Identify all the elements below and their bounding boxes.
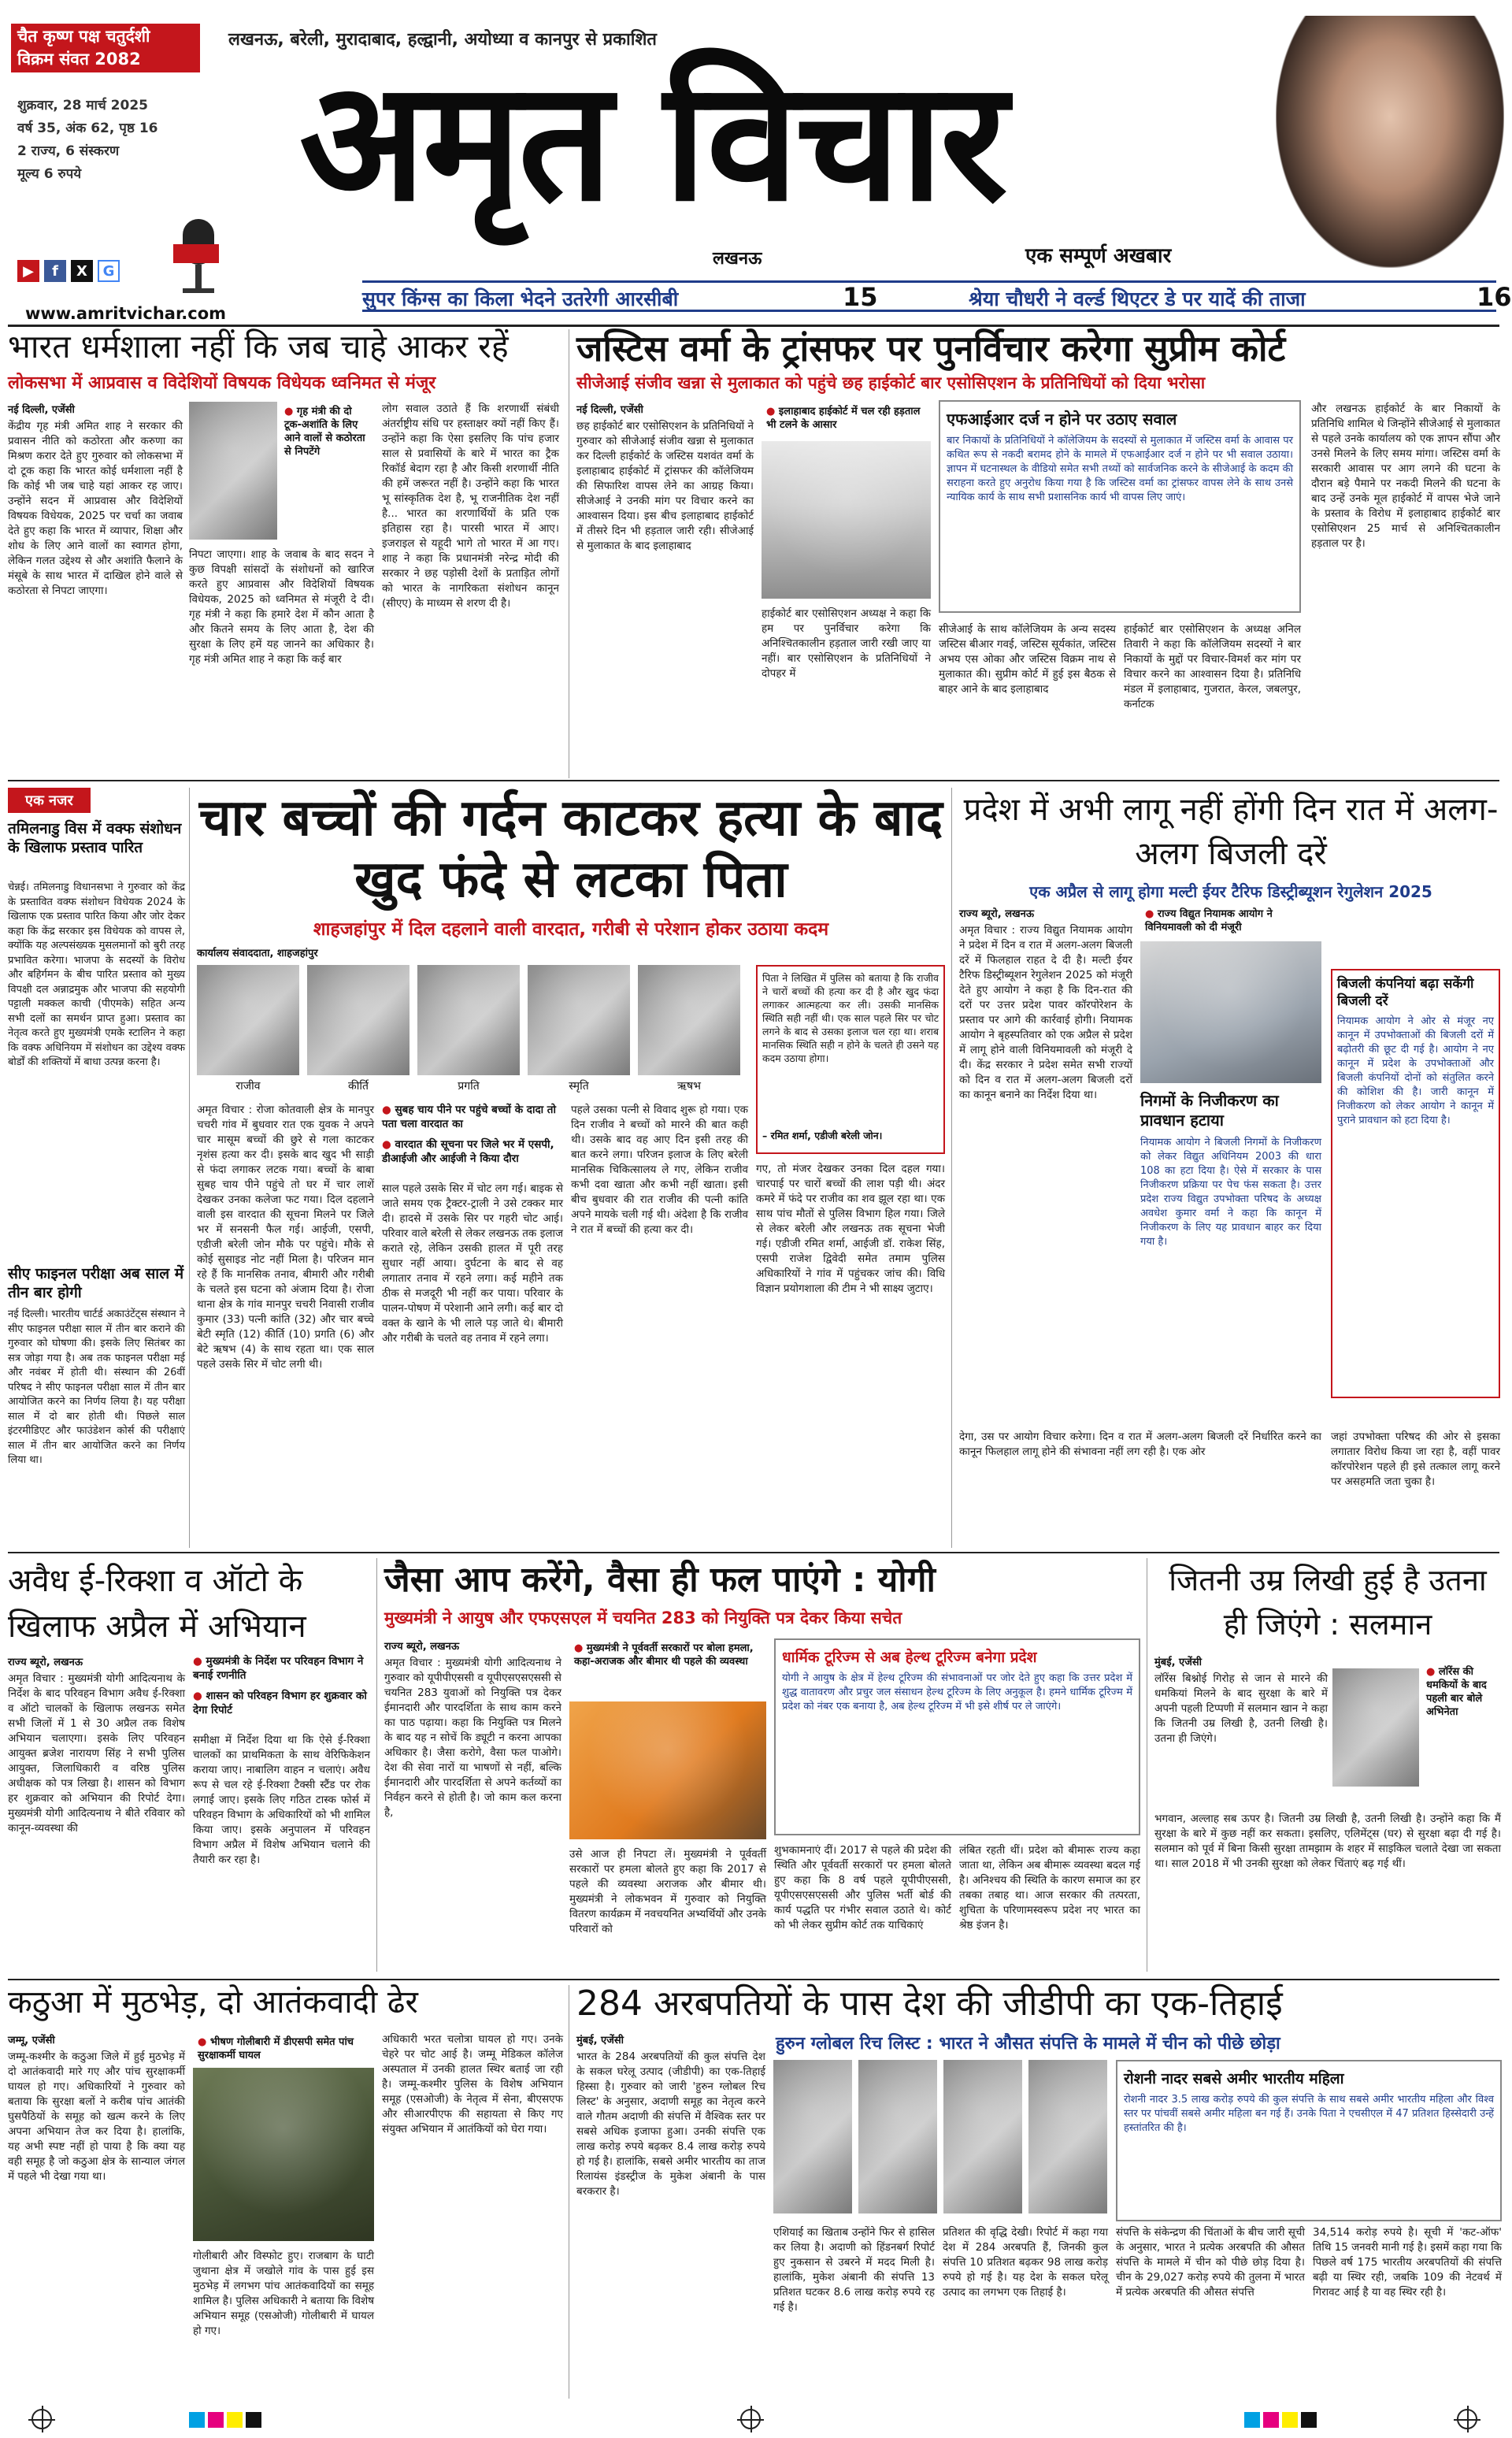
publishing-cities: लखनऊ, बरेली, मुरादाबाद, हल्द्वानी, अयोध्या व कानपुर से प्रकाशित (228, 30, 657, 50)
story5-col2: समीक्षा में निर्देश दिया था कि ऐसे ई-रिक्शा चालकों का प्राथमिकता के साथ वेरिफिकेशन कराया जाए। नाबालिग वाहन न चलाएं। अवैध रूप से चल रहे ई-रिक्शा टैक्सी स्टैंड पर रोक लगाई जाए। इसके लिए गठित टास्क फोर्स में परिवहन विभाग के अधिकारियों को भी शामिल किया जाए। इसके अनुपालन में परिवहन विभाग अप्रैल में विशेष अभियान चलाने की तैयारी कर रहा है। (193, 1734, 370, 1866)
story3-note-text: पिता ने लिखित में पुलिस को बताया है कि राजीव ने चारों बच्चों की हत्या कर दी है और खुद फंदा लगाकर आत्महत्या कर ली। उसकी मानसिक स्थिति सही नहीं थी। एक साल पहले सिर पर चोट लगने के बाद से उसका इलाज चल रहा था। शराब मानसिक स्थिति सही न होने के चलते ही उसने यह कदम उठाया होगा। (762, 972, 939, 1064)
ek-nazar-t2: नई दिल्ली। भारतीय चार्टर्ड अकाउंटेंट्स संस्थान ने सीए फाइनल परीक्षा साल में तीन बार कराने की गुरुवार को घोषणा की। इसके लिए सितंबर का सत्र जोड़ा गया है। अब तक फाइनल परीक्षा मई और नवंबर में होती थी। संस्थान की 26वीं परिषद ने सीए फाइनल परीक्षा साल में तीन बार आयोजित करने का निर्णय लिया है। यह परीक्षा साल में दो बार होती थी। पिछले साल इंटरमीडिएट और फाउंडेशन कोर्स की परीक्षाएं साल में तीन बार आयोजित करने का निर्णय लिया था। (8, 1308, 185, 1466)
story1-dateline: नई दिल्ली, एजेंसी (8, 404, 75, 416)
story4-dateline: राज्य ब्यूरो, लखनऊ (959, 908, 1035, 920)
encounter-photo (193, 2068, 374, 2241)
registration-mark (32, 2409, 52, 2429)
story9-box-text: रोशनी नादर 3.5 लाख करोड़ रुपये की कुल संपत्ति के साथ सबसे अमीर भारतीय महिला और विश्व स्तर पर पांचवीं सबसे अमीर महिला बन गई हैं। उनके पिता ने एचसीएल में 47 प्रतिशत हिस्सेदारी उन्हें हस्तांतरित की है। (1124, 2094, 1494, 2134)
yogi-photo (569, 1701, 766, 1839)
story2-headline[interactable]: जस्टिस वर्मा के ट्रांसफर पर पुनर्विचार करेगा सुप्रीम कोर्ट (576, 328, 1286, 369)
story3-bullet2: ● वारदात की सूचना पर जिले भर में एसपी, डीआईजी और आईजी ने किया दौरा (382, 1138, 554, 1165)
ek-nazar-h1[interactable]: तमिलनाडु विस में वक्फ संशोधन के खिलाफ प्रस्ताव पारित (8, 820, 182, 856)
story3-subhead: शाहजहांपुर में दिल दहलाने वाली वारदात, गरीबी से परेशान होकर उठाया कदम (313, 919, 829, 940)
story7-col1: लॉरेंस बिश्नोई गिरोह से जान से मारने की धमकियां मिलने के बाद सुरक्षा के बारे में अपनी पहली टिप्पणी में सलमान खान ने कहा कि जितनी उम्र लिखी है, उतनी लिखी है। उतना ही जिएंगे। (1154, 1672, 1328, 1745)
story8-col3: अधिकारी भरत चलोत्रा घायल हो गए। उनके चेहरे पर चोट आई है। जम्मू मेडिकल कॉलेज अस्पताल में उनकी हालत स्थिर बताई जा रही है। जम्मू-कश्मीर पुलिस के विशेष अभियान समूह (एसओजी) के नेतृत्व में सेना, बीएसएफ और सीआरपीएफ की सहायता से किए गए संयुक्त अभियान में आतंकियों को घेरा गया। (382, 2033, 563, 2136)
story6-box (774, 1638, 1140, 1835)
story1-col3: लोग सवाल उठाते हैं कि शरणार्थी संबंधी अंतर्राष्ट्रीय संधि पर हस्ताक्षर क्यों नहीं किए हैं। उन्होंने कहा कि ऐसा इसलिए कि पांच हजार साल से प्रवासियों के बारे में भारत का ट्रैक रिकॉर्ड बेदाग रहा है और किसी शरणार्थी नीति की हमें जरूरत नहीं है। उन्होंने कहा कि भारत भू सांस्कृतिक देश है, भू राजनीतिक देश नहीं है... भारत का शरणार्थियों के प्रति एक इतिहास रहा है। पारसी भारत में आए। इजराइल से यहूदी भागे तो भारत में आ गए। शाह ने कहा कि प्रधानमंत्री नरेन्द्र मोदी की सरकार ने छह पड़ोसी देशों के प्रताड़ित लोगों को भारत के नागरिकता संशोधन कानून (सीएए) के माध्यम से शरण दी है। (382, 403, 559, 610)
photo-label: कीर्ति (348, 1080, 369, 1093)
story5-bullet2: ● शासन को परिवहन विभाग हर शुक्रवार को देगा रिपोर्ट (193, 1690, 367, 1716)
billionaire-photo (773, 2060, 852, 2213)
ek-nazar-tag: एक नजर (8, 788, 185, 813)
story1-col2: निपटा जाएगा। शाह के जवाब के बाद सदन ने कुछ विपक्षी सांसदों के संशोधनों को खारिज करते हुए आप्रवास और विदेशियों विषयक विधेयक, 2025 को ध्वनिमत से मंजूरी दे दी। गृह मंत्री ने कहा कि हमारे देश में कौन आता है और कितने समय के लिए आता है, देश की सुरक्षा के लिए हमें यह जानने का अधिकार है। गृह मंत्री अमित शाह ने कहा कि कई बार (189, 548, 374, 666)
supreme-court-photo (762, 441, 931, 599)
social-row (17, 260, 120, 282)
divider (951, 788, 952, 1548)
story4-side-text: नियामक आयोग ने ओर से मंजूर नए कानून में उपभोक्ताओं की बिजली दरों में बढ़ोतरी की छूट दी गई है। आयोग ने नए कानून में प्रदेश के उपभोक्ताओं और बिजली कंपनियों दोनों को संतुलित करने की कोशिश की है। जारी कानून में निजीकरण को लेकर आयोग ने कानून में पुराने प्रावधान को हटा दिया है। (1337, 1015, 1494, 1126)
story2-sidebox-title: एफआईआर दर्ज न होने पर उठाए सवाल (947, 410, 1177, 429)
story3-col4: गए, तो मंजर देखकर उनका दिल दहल गया। चारपाई पर चारों बच्चों की लाश पड़ी थी। अंदर कमरे में फंदे पर राजीव का शव झूल रहा था। एक साथ पांच मौतों से पुलिस विभाग हिल गया। जिले से लेकर बरेली और लखनऊ तक सूचना भेजी गई। एडीजी रमित शर्मा, आईजी डॉ. राकेश सिंह, एसपी राजेश द्विवेदी समेत तमाम पुलिस अधिकारियों ने गांव में पहुंचकर जांच की। विधि विज्ञान प्रयोगशाला की टीम ने भी साक्ष्य जुटाए। (756, 1163, 945, 1295)
story6-subhead: मुख्यमंत्री ने आयुष और एफएसएल में चयनित 283 को नियुक्ति पत्र देकर किया सचेत (384, 1609, 902, 1627)
victim-photo (417, 965, 520, 1075)
victim-photo (197, 965, 299, 1075)
story9-subhead: हुरुन ग्लोबल रिच लिस्ट : भारत ने औसत संपत्ति के मामले में चीन को पीछे छोड़ा (776, 2034, 1280, 2054)
editions-count: 2 राज्य, 6 संस्करण (17, 143, 120, 159)
photo-label: राजीव (235, 1080, 261, 1093)
story4-headline[interactable]: प्रदेश में अभी लागू नहीं होंगी दिन रात में अलग-अलग बिजली दरें (963, 792, 1499, 872)
tithi-line2: विक्रम संवत 2082 (17, 50, 141, 69)
billionaire-photos (773, 2060, 1108, 2217)
story4-col3: जहां उपभोक्ता परिषद की ओर से इसका लगातार विरोध किया जा रहा है, वहीं पावर कॉरपोरेशन पहले ही इसे तत्काल लागू करने पर असहमति जता चुका है। (1331, 1431, 1500, 1488)
story9-headline[interactable]: 284 अरबपतियों के पास देश की जीडीपी का एक-तिहाई (576, 1983, 1283, 2024)
story4-box-text: नियामक आयोग ने बिजली निगमों के निजीकरण को लेकर विद्युत अधिनियम 2003 की धारा 108 का हटा दिया है। ऐसे में सरकार के पास निजीकरण प्रक्रिया पर पेच फंस सकता है। उत्तर प्रदेश राज्य विद्युत उपभोक्ता परिषद के अध्यक्ष अवधेश कुमार वर्मा ने कहा कि कानून में निजीकरण के लिए यह प्रावधान बाहर कर दिया गया है। (1140, 1137, 1321, 1248)
story3-col1: अमृत विचार : रोजा कोतवाली क्षेत्र के मानपुर चचरी गांव में बुधवार रात एक युवक ने अपने चार मासूम बच्चों की छुरे से गला काटकर नृशंस हत्या कर दी। इसके बाद खुद भी साड़ी से फंदा लगाकर लटक गया। बच्चों के बाबा सुबह चाय पीने पहुंचे तो घर में चार लाशें देखकर उनका कलेजा फट गया। दिल दहलाने वाली इस वारदात की सूचना मिलने पर जिले भर में सनसनी फैल गई। आईजी, एसपी, एडीजी बरेली जोन मौके पर पहुंचे। मौके से कोई सुसाइड नोट नहीं मिला है। परिजन मान रहे हैं कि मानसिक तनाव, बीमारी और गरीबी के चलते इस घटना को अंजाम दिया है। रोजा थाना क्षेत्र के गांव मानपुर चचरी निवासी राजीव कुमार (33) पत्नी कांति (32) और चार बच्चे बेटी स्मृति (12) कीर्ति (10) प्रगति (6) और बेटे ऋषभ (4) के साथ रहता था। एक साल पहले उसके सिर में चोट लगी थी। (197, 1104, 374, 1371)
story7-headline[interactable]: जितनी उम्र लिखी हुई है उतना ही जिएंगे : सलमान (1169, 1563, 1487, 1642)
google-icon[interactable]: G (98, 260, 120, 282)
tagline: एक सम्पूर्ण अखबार (1025, 244, 1172, 268)
victim-photo (638, 965, 740, 1075)
story8-headline[interactable]: कठुआ में मुठभेड़, दो आतंकवादी ढेर (8, 1984, 418, 2021)
story4-sidebox (1331, 969, 1500, 1398)
tithi-box (11, 24, 200, 72)
story2-col1: छह हाईकोर्ट बार एसोसिएशन के प्रतिनिधियों ने गुरुवार को सीजेआई संजीव खन्ना से मुलाकात कर दिल्ली हाईकोर्ट के जस्टिस यशवंत वर्मा के इलाहाबाद हाईकोर्ट में ट्रांसफर की कॉलेजियम की सिफारिश वापस लेने का आग्रह किया। सीजेआई ने उनकी मांग पर विचार करने का आश्वासन दिया। इस बीच इलाहाबाद हाईकोर्ट में तीसरे दिन भी हड़ताल जारी रही। सीजेआई से मुलाकात के बाद इलाहाबाद (576, 420, 754, 552)
story5-bullets (193, 1654, 370, 1717)
facebook-icon[interactable]: ▶ (17, 260, 39, 282)
ek-nazar-t1: चेन्नई। तमिलनाडु विधानसभा ने गुरुवार को केंद्र के प्रस्तावित वक्फ संशोधन विधेयक 2024 के खिलाफ एक प्रस्ताव पारित किया और जोर देकर कहा कि केंद्र सरकार इस विधेयक को वापस ले, क्योंकि यह अल्पसंख्यक मुसलमानों को बुरी तरह प्रभावित करेगा। भाजपा के सदस्यों के विरोध और बहिर्गमन के बीच पारित प्रस्ताव को मुख्य विपक्षी दल अन्नाद्रमुक और भाजपा की सहयोगी पट्टाली मक्कल काची (पीएमके) सहित अन्य सभी दलों का समर्थन प्राप्त हुआ। प्रस्ताव का नेतृत्व करते हुए मुख्यमंत्री एमके स्टालिन ने कहा कि वक्फ अधिनियम में संशोधन का उद्देश्य वक्फ बोर्डों की शक्तियों में बाधा उत्पन्न करना है। (8, 881, 185, 1068)
x-icon[interactable]: X (71, 260, 93, 282)
billionaire-photo (858, 2060, 937, 2213)
billionaire-photo (1028, 2060, 1107, 2213)
story1-caption: ● गृह मंत्री की दो टूक-अशांति के लिए आने वालों से कठोरता से निपटेंगे (280, 402, 374, 462)
story3-note (756, 965, 945, 1154)
story6-headline[interactable]: जैसा आप करेंगे, वैसा ही फल पाएंगे : योगी (384, 1560, 936, 1600)
color-bar (189, 2412, 261, 2428)
story6-caption: ● मुख्यमंत्री ने पूर्ववर्ती सरकारों पर बोला हमला, कहा-अराजक और बीमार थी पहले की व्यवस्था (569, 1638, 766, 1672)
story2-subhead: सीजेआई संजीव खन्ना से मुलाकात को पहुंचे छह हाईकोर्ट बार एसोसिएशन के प्रतिनिधियों को दिया भरोसा (576, 373, 1206, 392)
tease-2[interactable]: श्रेया चौधरी ने वर्ल्ड थिएटर डे पर यादें की ताजा (969, 288, 1306, 310)
story2-col4: हाईकोर्ट बार एसोसिएशन के अध्यक्ष अनिल तिवारी ने कहा कि कॉलेजियम सदस्यों ने बार निकायों के मुद्दों पर विचार-विमर्श कर मांग पर विचार करने का आश्वासन दिया है। प्रतिनिधि मंडल में इलाहाबाद, गुजरात, केरल, जबलपुर, कर्नाटक (1124, 623, 1301, 711)
story4-caption: ● राज्य विद्युत नियामक आयोग ने विनियमावली को दी मंजूरी (1140, 904, 1321, 937)
story4-side-heading[interactable]: बिजली कंपनियां बढ़ा सकेंगी बिजली दरें (1337, 976, 1474, 1009)
story8-col2: गोलीबारी और विस्फोट हुए। राजबाग के घाटी जुथाना क्षेत्र में जखोले गांव के पास हुई इस मुठभेड़ में लगभग पांच आतंकवादियों का समूह शामिल है। पुलिस अधिकारी ने बताया कि विशेष अभियान समूह (एसओजी) गोलीबारी में घायल हो गए। (193, 2250, 374, 2337)
section-rule (8, 1552, 1499, 1553)
story9-col2: एशियाई का खिताब उन्होंने फिर से हासिल कर लिया है। अदाणी को हिंडनबर्ग रिपोर्ट हुए नुकसान से उबरने में मदद मिली है। हालांकि, मुकेश अंबानी की संपत्ति 13 प्रतिशत घटकर 8.6 लाख करोड़ रुपये रह गई है। (773, 2226, 935, 2314)
story6-col2: उसे आज ही निपटा लें। मुख्यमंत्री ने पूर्ववर्ती सरकारों पर हमला बोलते हुए कहा कि 2017 से पहले की व्यवस्था अराजक और बीमार थी। मुख्यमंत्री ने लोकभवन में गुरुवार को नियुक्ति वितरण कार्यक्रम में नवचयनित अभ्यर्थियों और उनके परिवारों को (569, 1848, 766, 1935)
story1-headline[interactable]: भारत धर्मशाला नहीं कि जब चाहे आकर रहें (8, 328, 509, 366)
story7-col2: भगवान, अल्लाह सब ऊपर है। जितनी उम्र लिखी है, उतनी लिखी है। उन्होंने कहा कि मैं सुरक्षा के बारे में कुछ नहीं कर सकता। इसलिए, एलिमेंट्स (घर) से सुरक्षा बढ़ा दी गई है। सलमान को पूर्व में बिना किसी सुरक्षा तामझाम के शहर में साइकिल चलाते देखा जा सकता था। साल 2018 में भी उनकी सुरक्षा को लेकर चिंताएं बढ़ गई थीं। (1154, 1813, 1501, 1870)
story3-col3: पहले उसका पत्नी से विवाद शुरू हो गया। एक दिन राजीव ने बच्चों को मारने की बात कही थी। उसके बाद वह आए दिन इसी तरह की बात करने लगा। परिजन इलाज के लिए बरेली मानसिक चिकित्सालय ले गए, लेकिन राजीव कभी दवा खाता और कभी नहीं खाता। इसी बीच बुधवार की रात राजीव की पत्नी कांति अपने मायके चली गई थी। अंदेशा है कि राजीव ने रात में बच्चों की हत्या कर दी। (571, 1104, 748, 1236)
story3-bullets (382, 1103, 563, 1166)
newspaper-title: अमृत विचार (299, 45, 1005, 238)
story2-dateline: नई दिल्ली, एजेंसी (576, 404, 643, 416)
story9-box-heading[interactable]: रोशनी नादर सबसे अमीर भारतीय महिला (1124, 2070, 1344, 2087)
divider (376, 1558, 377, 1972)
tease-strip (228, 277, 1512, 315)
story8-caption: ● भीषण गोलीबारी में डीएसपी समेत पांच सुरक्षाकर्मी घायल (193, 2032, 374, 2065)
story3-note-credit: – रमित शर्मा, एडीजी बरेली जोन। (762, 1130, 883, 1141)
section-rule (8, 1979, 1499, 1980)
story8-dateline: जम्मू, एजेंसी (8, 2035, 55, 2047)
story9-box (1116, 2060, 1502, 2221)
story6-col3: शुभकामनाएं दीं। 2017 से पहले की प्रदेश की स्थिति और पूर्ववर्ती सरकारों पर हमला बोलते हुए कहा कि 8 वर्ष पहले यूपीपीएससी, यूपीएसएसएससी और पुलिस भर्ती बोर्ड की कार्य पद्धति पर गंभीर सवाल उठाते थे। कोर्ट को भी लेकर सुप्रीम कोर्ट तक याचिकाएं (774, 1844, 951, 1931)
story6-col4: लंबित रहती थीं। प्रदेश को बीमारू राज्य कहा जाता था, लेकिन अब बीमारू व्यवस्था बदल गई है। अनिश्चय की स्थिति के कारण समाज का हर तबका तबाह था। आज सरकार की तत्परता, शुचिता के परिणामस्वरूप प्रदेश नए भारत का श्रेष्ठ इंजन है। (959, 1844, 1140, 1931)
electricity-meter-photo (1140, 941, 1321, 1083)
story4-subhead: एक अप्रैल से लागू होगा मल्टी ईयर टैरिफ डिस्ट्रीब्यूशन रेगुलेशन 2025 (1029, 882, 1432, 901)
ek-nazar-h2[interactable]: सीए फाइनल परीक्षा अब साल में तीन बार होगी (8, 1265, 184, 1301)
story9-col1: भारत के 284 अरबपतियों की कुल संपत्ति देश के सकल घरेलू उत्पाद (जीडीपी) का एक-तिहाई हिस्सा है। गुरुवार को जारी 'हुरुन ग्लोबल रिच लिस्ट' के अनुसार, अदाणी समूह का नेतृत्व करने वाले गौतम अदाणी की संपत्ति में वैश्विक स्तर पर सबसे अधिक इजाफा हुआ। उनकी संपत्ति एक लाख करोड़ रुपये बढ़कर 8.4 लाख करोड़ रुपये हो गई है। हालांकि, सबसे अमीर भारतीय का ताज रिलायंस इंडस्ट्रीज के मुकेश अंबानी के पास बरकरार है। (576, 2050, 765, 2198)
story2-col3: सीजेआई के साथ कॉलेजियम के अन्य सदस्य जस्टिस बीआर गवई, जस्टिस सूर्यकांत, जस्टिस अभय एस ओका और जस्टिस विक्रम नाथ से मुलाकात की। सुप्रीम कोर्ट में हुई इस बैठक से बाहर आने के बाद इलाहाबाद (939, 623, 1116, 696)
story2-col5: और लखनऊ हाईकोर्ट के बार निकायों के प्रतिनिधि शामिल थे जिन्होंने सीजेआई से मुलाकात से पहले उनके कार्यालय को एक ज्ञापन सौंपा और उनसे मिलने के लिए समय मांगा। जस्टिस वर्मा के सरकारी आवास पर आग लगने की घटना के दौरान बड़े पैमाने पर नकदी मिलने की घटना के बाद उन्हें उनके मूल हाईकोर्ट में वापस भेजे जाने के प्रस्ताव के विरोध में इलाहाबाद हाईकोर्ट बार एसोसिएशन 25 मार्च से अनिश्चितकालीन हड़ताल पर है। (1311, 403, 1500, 550)
masthead-rule (8, 325, 1499, 327)
story1-subhead: लोकसभा में आप्रवास व विदेशियों विषयक विधेयक ध्वनिमत से मंजूर (8, 373, 436, 393)
amit-shah-photo (189, 402, 277, 540)
story5-dateline: राज्य ब्यूरो, लखनऊ (8, 1657, 83, 1668)
story7-caption: ● लॉरेंस की धमकियों के बाद पहली बार बोले अभिनेता (1421, 1662, 1502, 1722)
microphone-icon (165, 213, 228, 299)
photo-label: ऋषभ (677, 1080, 701, 1093)
issue-number: वर्ष 35, अंक 62, पृष्ठ 16 (17, 121, 158, 136)
price: मूल्य 6 रुपये (17, 166, 82, 182)
story3-col2: साल पहले उसके सिर में चोट लग गई। बाइक से जाते समय एक ट्रैक्टर-ट्राली ने उसे टक्कर मार दी। हादसे में उसके सिर पर गहरी चोट आई। परिवार वाले बरेली से लेकर लखनऊ तक इलाज कराते रहे, लेकिन उसकी हालत में पूरी तरह सुधार नहीं आया। दुर्घटना के बाद से वह लगातार तनाव में रहने लगा। कई महीने तक ठीक से मजदूरी भी नहीं कर पाया। परिवार के पालन-पोषण में परेशानी आने लगी। कई बार दो वक्त के खाने के भी लाले पड़ जाते थे। बीमारी और गरीबी के चलते वह तनाव में रहने लगा। (382, 1182, 563, 1345)
story4-box-heading[interactable]: निगमों के निजीकरण का प्रावधान हटाया (1140, 1091, 1279, 1130)
story6-col1: अमृत विचार : मुख्यमंत्री योगी आदित्यनाथ ने गुरुवार को यूपीपीएससी व यूपीएसएसएससी से चयनित 283 युवाओं को नियुक्ति पत्र देकर ईमानदारी और पारदर्शिता के साथ काम करने का पाठ पढ़ाया। कहा कि नियुक्ति पत्र मिलने के बाद यह न सोचें कि ड्यूटी न करना आपका अधिकार है। जैसा करोगे, वैसा फल पाओगे। देश की सेवा नारों या भाषणों से नहीं, बल्कि ईमानदारी और पारदर्शिता से अपने कर्तव्यों का निर्वहन करने से होती है। जो काम कल करना है, (384, 1657, 561, 1819)
facebook-icon[interactable]: f (44, 260, 66, 282)
story2-col2: हाईकोर्ट बार एसोसिएशन अध्यक्ष ने कहा कि हम पर पुनर्विचार करेगा कि अनिश्चितकालीन हड़ताल जारी रखी जाए या नहीं। बार एसोसिएशन के प्रतिनिधियों ने दोपहर में (762, 607, 931, 680)
salman-photo (1332, 1668, 1419, 1787)
tithi-line1: चैत कृष्ण पक्ष चतुर्दशी (17, 27, 150, 46)
story4-col1: अमृत विचार : राज्य विद्युत नियामक आयोग ने प्रदेश में दिन व रात में अलग-अलग बिजली दरें में फिलहाल राहत दे दी है। मल्टी ईयर टैरिफ डिस्ट्रीब्यूशन रेगुलेशन 2025 को मंजूरी देते हुए आयोग ने कहा है कि दिन-रात की दरों पर उत्तर प्रदेश पावर कॉरपोरेशन के प्रस्ताव पर आगे की कार्रवाई होगी। नियामक आयोग ने बृहस्पतिवार को एक अप्रैल से प्रदेश में लागू होने वाली विनियमावली को मंजूरी दे दी। केंद्र सरकार ने प्रदेश समेत सभी राज्यों को दिन व रात में अलग-अलग बिजली दरों का कानून बनाने का निर्देश दिया था। (959, 924, 1132, 1101)
story9-col5: 34,514 करोड़ रुपये है। सूची में 'कट-ऑफ' तिथि 15 जनवरी मानी गई है। इसमें कहा गया कि पिछले वर्ष 175 भारतीय अरबपतियों की संपत्ति बढ़ी या स्थिर रही, जबकि 109 की नेटवर्थ में गिरावट आई है या वह स्थिर रही है। (1313, 2226, 1502, 2299)
story7-dateline: मुंबई, एजेंसी (1154, 1657, 1203, 1668)
divider (189, 788, 190, 1548)
story9-dateline: मुंबई, एजेंसी (576, 2035, 624, 2047)
photo-label: प्रगति (458, 1080, 480, 1093)
story3-dateline: कार्यालय संवाददाता, शाहजहांपुर (197, 948, 318, 959)
story2-sidebox-text: बार निकायों के प्रतिनिधियों ने कॉलेजियम के सदस्यों से मुलाकात में जस्टिस वर्मा के आवास पर कथित रूप से नकदी बरामद होने के मामले में एफआईआर दर्ज न होने पर भी सवाल उठाया। ज्ञापन में घटनास्थल के वीडियो समेत सभी तथ्यों को सार्वजनिक करने के सीजेआई के कदम की सराहना करते हुए अनुरोध किया गया है कि जस्टिस वर्मा का ट्रांसफर वापस लेने के साथ उनसे न्यायिक कार्य के साथ सभी प्रशासनिक कार्य भी वापस लिए जाएं। (947, 435, 1293, 503)
story9-col3: प्रतिशत की वृद्धि देखी। रिपोर्ट में कहा गया देश में 284 अरबपति हैं, जिनकी कुल संपत्ति 10 प्रतिशत बढ़कर 98 लाख करोड़ रुपये हो गई है। यह देश के सकल घरेलू उत्पाद का लगभग एक तिहाई है। (943, 2226, 1108, 2299)
story4-col2: देगा, उस पर आयोग विचार करेगा। दिन व रात में अलग-अलग बिजली दरें निर्धारित करने का कानून फिलहाल लागू होने की संभावना नहीं लग रही है। एक ओर (959, 1431, 1321, 1458)
story6-dateline: राज्य ब्यूरो, लखनऊ (384, 1641, 460, 1653)
story8-col1: जम्मू-कश्मीर के कठुआ जिले में हुई मुठभेड़ में दो आतंकवादी मारे गए और पांच सुरक्षाकर्मी घायल हो गए। अधिकारियों ने गुरुवार को बताया कि सुरक्षा बलों ने करीब पांच आतंकी घुसपैठियों के समूह को खत्म करने के लिए अपना अभियान तेज कर दिया है। हालांकि, यह अभी स्पष्ट नहीं हो पाया है कि क्या यह वही समूह है जो कठुआ क्षेत्र के सान्याल जंगल में पहले भी देखा गया था। (8, 2050, 185, 2183)
issue-date: शुक्रवार, 28 मार्च 2025 (17, 98, 148, 113)
color-bar (1244, 2412, 1317, 2428)
victim-photos (197, 965, 748, 1095)
registration-mark (1457, 2409, 1477, 2429)
story3-bullet1: ● सुबह चाय पीने पर पहुंचे बच्चों के दादा तो पता चला वारदात का (382, 1104, 556, 1130)
tease-1[interactable]: सुपर किंग्स का किला भेदने उतरेगी आरसीबी (362, 288, 679, 310)
victim-photo (528, 965, 630, 1075)
story6-box-heading[interactable]: धार्मिक टूरिज्म से अब हेल्थ टूरिज्म बनेगा प्रदेश (782, 1649, 1037, 1666)
cover-photo (1276, 16, 1504, 268)
story9-col4: संपत्ति के संकेन्द्रण की चिंताओं के बीच जारी सूची के अनुसार, भारत ने प्रत्येक अरबपति की औसत संपत्ति के मामले में चीन को पीछे छोड़ दिया है। चीन के 29,027 करोड़ रुपये की तुलना में भारत में प्रत्येक अरबपति की औसत संपत्ति (1116, 2226, 1305, 2299)
billionaire-photo (943, 2060, 1022, 2213)
story5-headline[interactable]: अवैध ई-रिक्शा व ऑटो के खिलाफ अप्रैल में अभियान (8, 1563, 306, 1645)
edition-city: लखनऊ (713, 249, 762, 269)
edition-info (17, 95, 198, 186)
tease-1-page: 15 (843, 282, 878, 312)
website-url[interactable]: www.amritvichar.com (25, 304, 227, 323)
story1-col1: केंद्रीय गृह मंत्री अमित शाह ने सरकार की प्रवासन नीति को कठोरता और करुणा का मिश्रण करार देते हुए गुरुवार को लोकसभा में दो टूक कहा कि भारत कोई धर्मशाला नहीं है कि कोई भी जब चाहे यहां आकर रह जाए। उन्होंने सदन में आप्रवास और विदेशियों विषयक विधेयक, 2025 पर चर्चा का जवाब देते हुए कहा कि भारत में व्यापार, शिक्षा और शोध के लिए आने वालों का स्वागत होगा, लेकिन गलत उद्देश्य से और अशांति फैलाने के मंसूबे के साथ भारत में दाखिल होने वाले से कठोरता से निपटा जाएगा। (8, 420, 183, 597)
story6-box-text: योगी ने आयुष के क्षेत्र में हेल्थ टूरिज्म की संभावनाओं पर जोर देते हुए कहा कि उत्तर प्रदेश में शुद्ध वातावरण और प्रचुर जल संसाधन हेल्थ टूरिज्म के लिए अनुकूल है। हमने धार्मिक टूरिज्म में प्रदेश को नंबर एक बनाया है, अब हेल्थ टूरिज्म में भी इसे शीर्ष पर ले जाएंगे। (782, 1672, 1132, 1713)
victim-photo (307, 965, 410, 1075)
story2-sidebox (939, 400, 1301, 613)
story5-bullet1: ● मुख्यमंत्री के निर्देश पर परिवहन विभाग ने बनाई रणनीति (193, 1655, 364, 1682)
section-rule (8, 780, 1499, 781)
story5-col1: अमृत विचार : मुख्यमंत्री योगी आदित्यनाथ के निर्देश के बाद परिवहन विभाग अवैध ई-रिक्शा व ऑटो चालकों के खिलाफ लखनऊ समेत सभी जिलों में 1 से 30 अप्रैल तक विशेष अभियान चलाएगा। इसके लिए परिवहन आयुक्त ब्रजेश नारायण सिंह ने सभी पुलिस आयुक्त, जिलाधिकारी व वरिष्ठ पुलिस अधीक्षक को पत्र लिखा है। शासन को विभाग हर शुक्रवार को अभियान की रिपोर्ट देगा। मुख्यमंत्री योगी आदित्यनाथ ने बीते रविवार को कानून-व्यवस्था की (8, 1672, 185, 1835)
story3-headline[interactable]: चार बच्चों की गर्दन काटकर हत्या के बाद खुद फंदे से लटका पिता (198, 789, 943, 909)
photo-label: स्मृति (569, 1080, 589, 1093)
tease-2-page: 16 (1477, 282, 1512, 312)
registration-mark (740, 2409, 761, 2429)
story2-caption: ● इलाहाबाद हाईकोर्ट में चल रही हड़ताल भी टलने के आसार (762, 402, 927, 435)
